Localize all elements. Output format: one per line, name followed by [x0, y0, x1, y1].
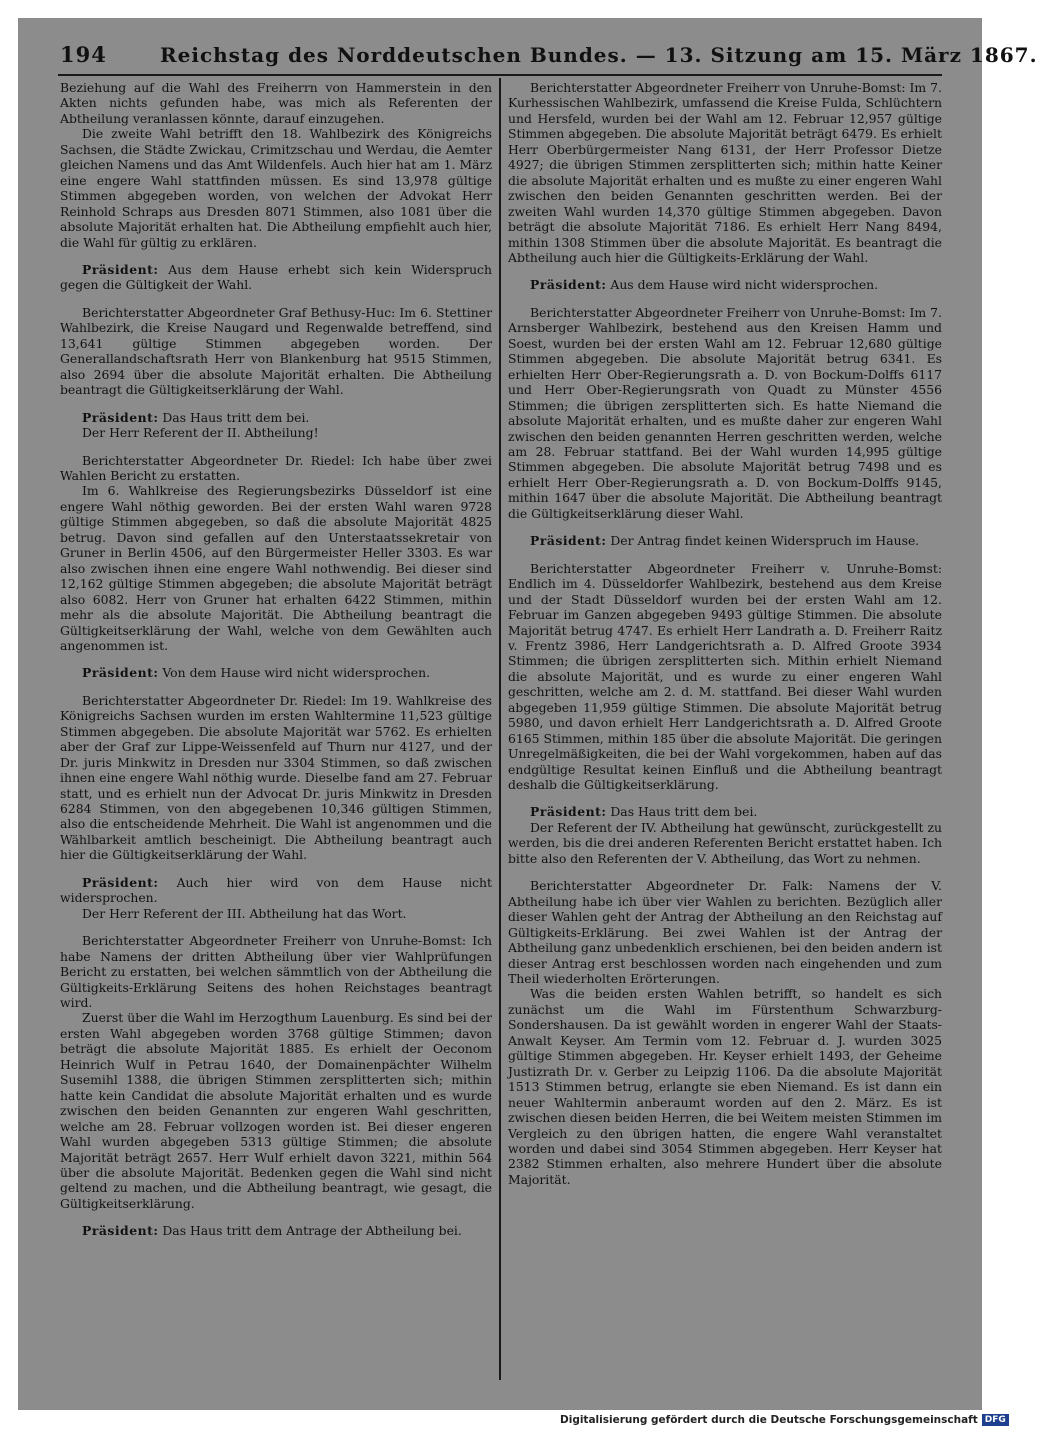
paragraph-text: Das Haus tritt dem bei. — [162, 409, 310, 425]
paragraph-text: Berichterstatter Abgeordneter Dr. Falk: Namens der V. Abtheilung habe ich über vier Wahlen zu berichten. Bezüglich aller dieser Wahlen geht der Antrag der Abtheilung an den Reichstag auf Gültigkeits-Erklärung. Bei zwei Wahlen ist der Antrag der Abtheilung ganz unbedenklich erschienen, bei den beiden andern ist dieser Antrag erst beschlossen worden nach eingehenden und zum Theil wiederholten Erörterungen. — [508, 878, 942, 987]
speech-paragraph — [60, 262, 492, 293]
paragraph-text: Der Herr Referent der III. Abtheilung hat das Wort. — [82, 905, 407, 921]
running-title: Reichstag des Norddeutschen Bundes. — 13. Sitzung am 15. März 1867. — [160, 43, 1038, 67]
header-rule — [58, 74, 942, 76]
text-paragraph — [60, 693, 492, 863]
paragraph-text: Berichterstatter Abgeordneter Dr. Riedel: Ich habe über zwei Wahlen Bericht zu erstatten. — [60, 452, 492, 483]
speech-paragraph — [60, 410, 492, 425]
text-paragraph — [60, 425, 492, 440]
text-paragraph — [508, 820, 942, 866]
paragraph-text: Berichterstatter Abgeordneter Dr. Riedel: Im 19. Wahlkreise des Königreichs Sachsen wurden im ersten Wahltermine 11,523 gültige Stimmen abgegeben. Die absolute Majorität war 5762. Es erhielten aber der Graf zur Lippe-Weissenfeld auf Thurn nur 4127, und der Dr. juris Minkwitz in Dresden nur 3304 Stimmen, so daß zwischen ihnen eine engere Wahl nöthig wurde. Dieselbe fand am 27. Februar statt, und es erhielt nun der Advocat Dr. juris Minkwitz in Dresden 6284 Stimmen, von den abgegebenen 10,346 gültigen Stimmen, also die entscheidende Mehrheit. Die Wahl ist angenommen und die Wählbarkeit amtlich bescheinigt. Die Abtheilung beantragt auch hier die Gültigkeitserklärung der Wahl. — [60, 692, 492, 863]
speaker-label: Präsident: — [82, 874, 159, 890]
paragraph-text: Aus dem Hause wird nicht widersprochen. — [610, 277, 879, 293]
paragraph-text: Der Referent der IV. Abtheilung hat gewünscht, zurückgestellt zu werden, bis die drei anderen Referenten Bericht erstattet haben. Ich bitte also den Referenten der V. Abtheilung, das Wort zu nehmen. — [508, 819, 942, 866]
paragraph-text: Beziehung auf die Wahl des Freiherrn von Hammerstein in den Akten nichts gefunden habe, was mich als Referenten der Abtheilung veranlassen könnte, darauf einzugehen. — [60, 80, 492, 126]
text-paragraph — [60, 126, 492, 250]
text-paragraph — [60, 305, 492, 398]
speech-paragraph — [508, 804, 942, 819]
page-header — [40, 38, 1038, 72]
right-column — [508, 80, 942, 1380]
text-paragraph — [60, 453, 492, 484]
column-divider — [499, 78, 501, 1380]
paragraph-text: Berichterstatter Abgeordneter Graf Bethusy-Huc: Im 6. Stettiner Wahlbezirk, die Kreise Naugard und Regenwalde betreffend, sind 13,641 gültige Stimmen abgegeben worden. Der Generallandschaftsrath Herr von Blankenburg hat 9515 Stimmen, also 2694 über die absolute Majorität erhalten. Die Abtheilung beantragt die Gültigkeitserklärung der Wahl. — [60, 304, 492, 398]
paragraph-text: Das Haus tritt dem Antrage der Abtheilung bei. — [162, 1223, 462, 1239]
paragraph-text: Berichterstatter Abgeordneter Freiherr von Unruhe-Bomst: Im 7. Kurhessischen Wahlbezirk, umfassend die Kreise Fulda, Schlüchtern und Hersfeld, wurden bei der Wahl am 12. Februar 12,957 gültige Stimmen abgegeben. Die absolute Majorität beträgt 6479. Es erhielt Herr Oberbürgermeister Nang 6131, der Herr Professor Dietze 4927; die übrigen Stimmen zersplitterten sich; mithin hatte Keiner die absolute Majorität erhalten und es mußte zu einer engeren Wahl zwischen den beiden Genannten geschritten werden. Bei der zweiten Wahl wurden 14,370 gültige Stimmen abgegeben. Davon beträgt die absolute Majorität 7186. Es erhielt Herr Nang 8494, mithin 1308 Stimmen über die absolute Majorität. Es beantragt die Abtheilung auch hier die Gültigkeits-Erklärung der Wahl. — [508, 80, 942, 265]
paragraph-text: Berichterstatter Abgeordneter Freiherr v. Unruhe-Bomst: Endlich im 4. Düsseldorfer Wahlbezirk, bestehend aus dem Kreise und der Stadt Düsseldorf wurden bei der ersten Wahl am 12. Februar im Ganzen abgegeben 9493 gültige Stimmen. Die absolute Majorität betrug 4747. Es erhielt Herr Landrath a. D. Freiherr Raitz v. Frentz 3986, Herr Landgerichtsrath a. D. Alfred Groote 3934 Stimmen; die übrigen zersplitterten sich. Mithin erhielt Niemand die absolute Majorität, und es wurde zu einer engeren Wahl geschritten, welche am 2. d. M. stattfand. Bei dieser Wahl wurden abgegeben 11,959 gültige Stimmen. Die absolute Majorität betrug 5980, und davon erhielt Herr Landgerichtsrath a. D. Alfred Groote 6165 Stimmen, mithin 185 über die absolute Majorität. Die geringen Unregelmäßigkeiten, die bei der Wahl vorgekommen, haben auf das endgültige Resultat keinen Einfluß und die Abtheilung beantragt deshalb die Gültigkeitserklärung. — [508, 560, 942, 793]
speaker-label: Präsident: — [82, 409, 159, 425]
dfg-logo: DFG — [982, 1414, 1009, 1426]
footer-credit-text: Digitalisierung gefördert durch die Deutsche Forschungsgemeinschaft — [560, 1414, 978, 1426]
speaker-label: Präsident: — [82, 665, 159, 681]
speech-paragraph — [508, 277, 942, 292]
speech-paragraph — [60, 665, 492, 680]
paragraph-text: Zuerst über die Wahl im Herzogthum Lauenburg. Es sind bei der ersten Wahl abgegeben worden 3768 gültige Stimmen; davon beträgt die absolute Majorität 1885. Es erhielt der Oeconom Heinrich Wulf in Petrau 1640, der Domainenpächter Wilhelm Susemihl 1388, die übrigen Stimmen zersplitterten sich; mithin hatte kein Candidat die absolute Majorität erhalten und es wurde zwischen den beiden Genannten zur engeren Wahl geschritten, welche am 28. Februar vollzogen worden ist. Bei dieser engeren Wahl wurden abgegeben 5313 gültige Stimmen; die absolute Majorität beträgt 2657. Herr Wulf erhielt davon 3221, mithin 564 über die absolute Majorität. Bedenken gegen die Wahl sind nicht geltend zu machen, und die Abtheilung beantragt, wie gesagt, die Gültigkeitserklärung. — [60, 1010, 492, 1211]
text-paragraph — [60, 483, 492, 653]
text-paragraph — [508, 878, 942, 986]
paragraph-text: Von dem Hause wird nicht widersprochen. — [162, 665, 431, 681]
paragraph-text: Auch hier wird von dem Hause nicht widersprochen. — [60, 874, 492, 906]
speaker-label: Präsident: — [82, 261, 159, 277]
paragraph-text: Der Herr Referent der II. Abtheilung! — [82, 425, 319, 441]
speech-paragraph — [60, 1223, 492, 1238]
text-paragraph — [60, 1010, 492, 1211]
speech-paragraph — [60, 875, 492, 906]
speaker-label: Präsident: — [530, 533, 607, 549]
text-paragraph — [508, 561, 942, 793]
text-paragraph — [508, 80, 942, 265]
footer-credit — [560, 1414, 1006, 1430]
speaker-label: Präsident: — [530, 277, 607, 293]
speaker-label: Präsident: — [82, 1223, 159, 1239]
speaker-label: Präsident: — [530, 804, 607, 820]
paragraph-text: Berichterstatter Abgeordneter Freiherr von Unruhe-Bomst: Im 7. Arnsberger Wahlbezirk, bestehend aus den Kreisen Hamm und Soest, wurden bei der ersten Wahl am 12. Februar 12,680 gültige Stimmen abgegeben. Die absolute Majorität betrug 6341. Es erhielten Herr Ober-Regierungsrath a. D. von Bockum-Dolffs 6117 und Herr Ober-Regierungsrath von Quadt zu Münster 4556 Stimmen; die übrigen zersplitterten sich. Es hatte Niemand die absolute Majorität erhalten, und es mußte daher zur engeren Wahl zwischen den beiden genannten Herren geschritten werden, welche am 28. Februar stattfand. Bei der Wahl wurden 14,995 gültige Stimmen abgegeben. Die absolute Majorität betrug 7498 und es erhielt Herr Ober-Regierungsrath a. D. von Bockum-Dolffs 9145, mithin 1647 über die absolute Majorität. Die Abtheilung beantragt die Gültigkeitserklärung dieser Wahl. — [508, 304, 942, 521]
text-paragraph — [508, 305, 942, 521]
left-column — [60, 80, 492, 1380]
text-paragraph — [60, 933, 492, 1010]
paragraph-text: Was die beiden ersten Wahlen betrifft, so handelt es sich zunächst um die Wahl im Fürstenthum Schwarzburg-Sondershausen. Da ist gewählt worden in engerer Wahl der Staats-Anwalt Keyser. Am Termin vom 12. Februar d. J. wurden 3025 gültige Stimmen abgegeben. Hr. Keyser erhielt 1493, der Geheime Justizrath Dr. v. Gerber zu Leipzig 1106. Da die absolute Majorität 1513 Stimmen betrug, erlangte sie eben Niemand. Es ist dann ein neuer Wahltermin anberaumt worden auf den 2. März. Es ist zwischen diesen beiden Herren, die bei Weitem meisten Stimmen im Vergleich zu den übrigen hatten, die engere Wahl veranstaltet worden und dabei sind 3054 Stimmen abgegeben. Herr Keyser hat 2382 Stimmen erhalten, also mehrere Hundert über die absolute Majorität. — [508, 986, 942, 1187]
page-number: 194 — [60, 42, 107, 67]
paragraph-text: Im 6. Wahlkreise des Regierungsbezirks Düsseldorf ist eine engere Wahl nöthig geworden. Bei der ersten Wahl waren 9728 gültige Stimmen abgegeben, so daß die absolute Majorität 4825 betrug. Davon sind gefallen auf den Unterstaatssekretair von Gruner in Berlin 4506, auf den Bürgermeister Heller 3303. Es war also zwischen ihnen eine engere Wahl nothwendig. Bei dieser sind 12,162 gültige Stimmen abgegeben; die absolute Majorität beträgt also 6082. Herr von Gruner hat erhalten 6422 Stimmen, mithin mehr als die absolute Majorität. Die Abtheilung beantragt die Gültigkeitserklärung der Wahl, welche von dem Gewählten auch angenommen ist. — [60, 483, 492, 653]
text-paragraph — [60, 80, 492, 126]
text-paragraph — [508, 986, 942, 1187]
text-paragraph — [60, 906, 492, 921]
paragraph-text: Aus dem Hause erhebt sich kein Widerspruch gegen die Gültigkeit der Wahl. — [60, 261, 492, 293]
paragraph-text: Die zweite Wahl betrifft den 18. Wahlbezirk des Königreichs Sachsen, die Städte Zwickau, Crimitzschau und Werdau, die Aemter gleichen Namens und das Amt Wildenfels. Auch hier hat am 1. März eine engere Wahl stattfinden müssen. Es sind 13,978 gültige Stimmen abgegeben worden, von welchen der Advokat Herr Reinhold Schraps aus Dresden 8071 Stimmen, also 1081 über die absolute Majorität erhalten hat. Die Abtheilung empfiehlt auch hier, die Wahl für gültig zu erklären. — [60, 126, 492, 250]
speech-paragraph — [508, 533, 942, 548]
paragraph-text: Der Antrag findet keinen Widerspruch im Hause. — [610, 533, 920, 549]
paragraph-text: Berichterstatter Abgeordneter Freiherr von Unruhe-Bomst: Ich habe Namens der dritten Abtheilung über vier Wahlprüfungen Bericht zu erstatten, bei welchen sämmtlich von der Abtheilung die Gültigkeits-Erklärung Seitens des hohen Reichstages beantragt wird. — [60, 933, 492, 1011]
paragraph-text: Das Haus tritt dem bei. — [610, 804, 758, 820]
